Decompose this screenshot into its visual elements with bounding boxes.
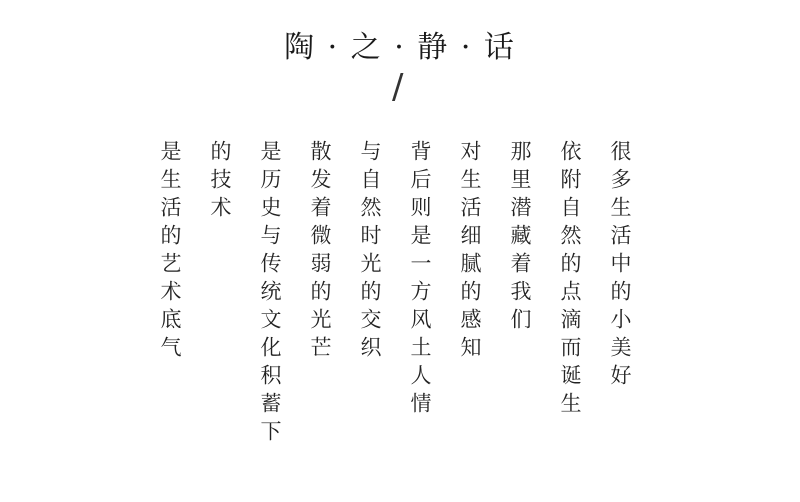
page-title: 陶 · 之 · 静 · 话 [284, 30, 516, 65]
divider-slash: / [392, 67, 404, 107]
poem-column-10: 是生活的艺术底气 [158, 140, 182, 364]
poem-column-7: 散发着微弱的光芒 [308, 140, 332, 364]
poem-column-8: 是历史与传统文化积蓄下 [258, 140, 282, 448]
poem-column-6: 与自然时光的交织 [358, 140, 382, 364]
poem-column-1: 很多生活中的小美好 [608, 140, 632, 392]
poem-column-3: 那里潜藏着我们 [508, 140, 532, 336]
poem-column-2: 依附自然的点滴而诞生 [558, 140, 582, 420]
poem-column-4: 对生活细腻的感知 [458, 140, 482, 364]
poem-column-9: 的技术 [208, 140, 232, 224]
poem-columns [0, 140, 800, 480]
poem-column-5: 背后则是一方风土人情 [408, 140, 432, 420]
